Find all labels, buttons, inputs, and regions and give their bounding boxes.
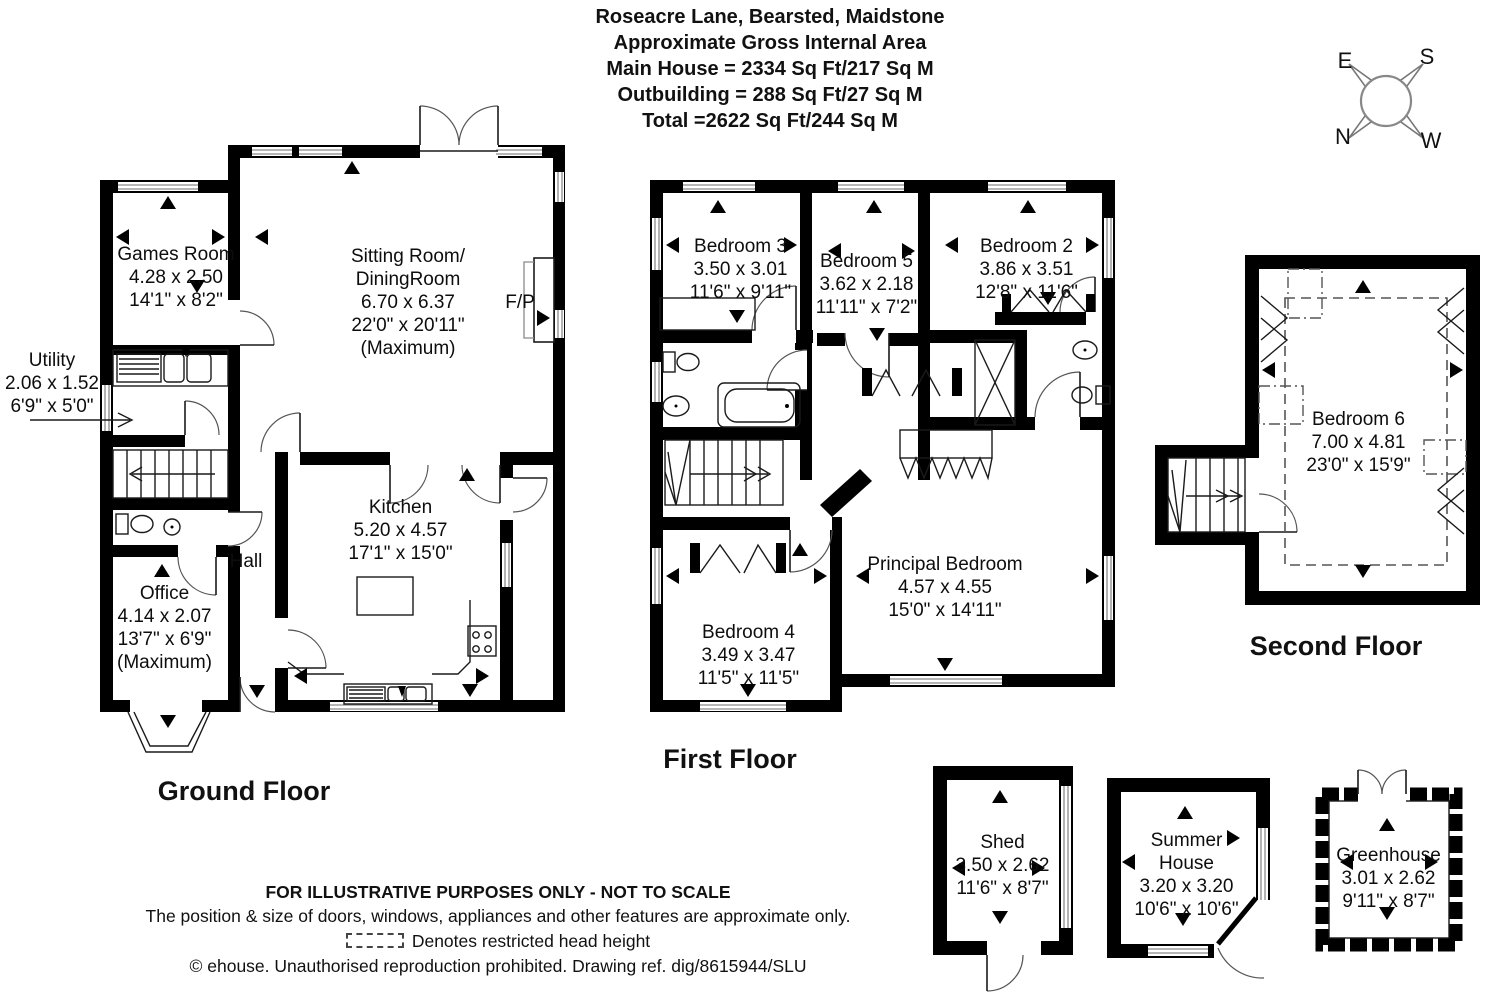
first-floor-label: First Floor [663,744,797,774]
legend-text: Denotes restricted head height [411,931,651,951]
legend-line [58,931,938,952]
title-block [420,4,1120,134]
compass-west-label: W [1420,128,1442,153]
room-label-office: Office 4.14 x 2.07 13'7" x 6'9" (Maximum) [117,583,212,673]
ground-stairs [113,450,228,498]
room-label-bedroom3: Bedroom 3 3.50 x 3.01 11'6" x 9'11" [689,236,792,303]
second-floor-label: Second Floor [1249,631,1423,661]
ground-wc [116,514,180,535]
compass-rose [1349,64,1423,138]
room-label-bedroom2: Bedroom 2 3.86 x 3.51 12'8" x 11'6" [975,236,1078,303]
room-label-kitchen: Kitchen 5.20 x 4.57 17'1" x 15'0" [348,497,453,564]
bathroom-fittings [663,352,800,427]
room-label-games-room: Games Room 4.28 x 2.50 14'1" x 8'2" [117,244,235,311]
main-house-area: Main House = 2334 Sq Ft/217 Sq M [606,58,934,80]
disclaimer-line: FOR ILLUSTRATIVE PURPOSES ONLY - NOT TO SCALE [265,882,731,902]
restricted-head-height-legend-icon [346,933,404,948]
ensuite-fittings [975,340,1110,425]
room-label-hall: Hall [229,551,263,572]
room-label-summer-house: Summer House 3.20 x 3.20 10'6" x 10'6" [1134,830,1239,920]
bay-window [120,700,212,752]
room-label-bedroom5: Bedroom 5 3.62 x 2.18 11'11" x 7'2" [815,251,918,318]
compass-east-label: E [1337,48,1353,73]
copyright-line: © ehouse. Unauthorised reproduction prohibited. Drawing ref. dig/8615944/SLU [189,956,807,976]
room-label-shed: Shed 3.50 x 2.62 11'6" x 8'7" [955,832,1050,899]
approximate-note: The position & size of doors, windows, appliances and other features are approximate only. [145,906,851,926]
address-line: Roseacre Lane, Bearsted, Maidstone [595,6,945,28]
fireplace-label: F/P [505,292,535,313]
compass-south-label: S [1419,44,1435,69]
second-stairs [1168,458,1245,532]
room-label-principal-bedroom: Principal Bedroom 4.57 x 4.55 15'0" x 14'11" [867,554,1023,621]
room-label-bedroom6: Bedroom 6 7.00 x 4.81 23'0" x 15'9" [1306,409,1411,476]
room-label-bedroom4: Bedroom 4 3.49 x 3.47 11'5" x 11'5" [697,622,800,689]
total-area: Total =2622 Sq Ft/244 Sq M [642,110,898,132]
outbuilding-area: Outbuilding = 288 Sq Ft/27 Sq M [617,84,923,106]
room-label-greenhouse: Greenhouse 3.01 x 2.62 9'11" x 8'7" [1336,845,1441,912]
room-label-sitting-room: Sitting Room/ DiningRoom 6.70 x 6.37 22'0" x 20'11" (Maximum) [350,246,466,359]
compass-north-label: N [1335,124,1351,149]
first-stairs [665,440,783,505]
room-label-utility: Utility 2.06 x 1.52 6'9" x 5'0" [4,350,100,417]
subtitle-line: Approximate Gross Internal Area [613,32,927,54]
ground-floor-label: Ground Floor [157,776,331,806]
